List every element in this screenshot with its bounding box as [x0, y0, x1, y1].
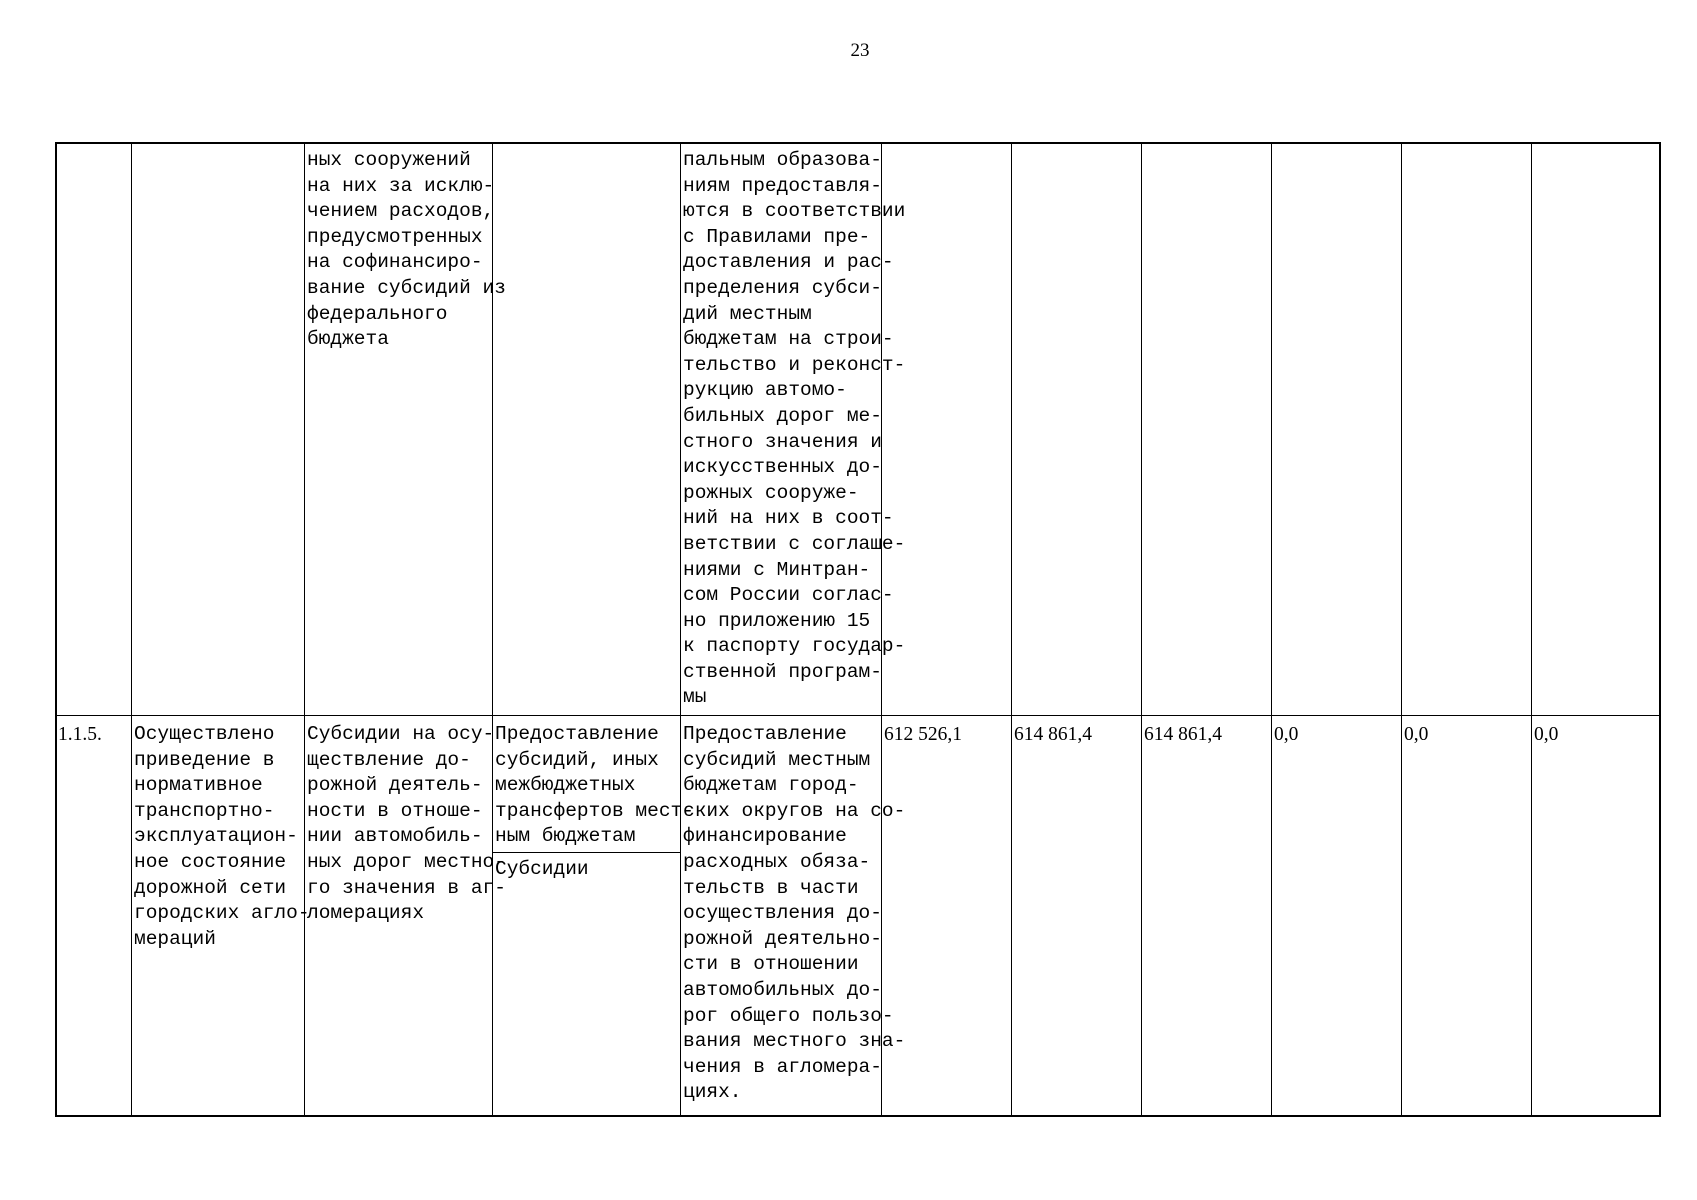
column-divider [1531, 142, 1532, 1117]
cell-continued-subsidy-text: ных сооружений на них за исклю- чением расходов, предусмотренных на софинансиро- вание субсидий из федерального бюджета [307, 149, 506, 351]
column-divider [1271, 142, 1272, 1117]
cell-description: Предоставление субсидий местным бюджетам город- ских округов на со- финансирование расходных обяза- тельств в части осуществления до- рожной деятельно- сти в отношении автомобильных до- рог общего пользо- вания местного зна- чения в агломера- циях. [683, 723, 906, 1104]
row-divider [55, 715, 1661, 716]
value-cell: 612 526,1 [884, 724, 962, 745]
column-divider [1401, 142, 1402, 1117]
subcell-divider [492, 852, 680, 853]
page-number: 23 [850, 40, 870, 61]
value-cell: 614 861,4 [1014, 724, 1092, 745]
cell-type-top: Предоставление субсидий, иных межбюджетных трансфертов мест- ным бюджетам [495, 723, 694, 848]
cell-type-bottom: Субсидии [495, 858, 589, 880]
row-number: 1.1.5. [58, 724, 102, 745]
value-cell: 0,0 [1404, 724, 1429, 745]
column-divider [1011, 142, 1012, 1117]
value-cell: 614 861,4 [1144, 724, 1222, 745]
column-divider [131, 142, 132, 1117]
value-cell: 0,0 [1274, 724, 1299, 745]
cell-continued-description-text: пальным образова- ниям предоставля- ются в соответствии с Правилами пре- доставления и рас- пределения субси- дий местным бюджетам на строи- тельство и реконст- рукцию автомо- бильных дорог ме- стного значения и искусственных до- рожных сооруже- ний на них в соот- ветствии с соглаше- ниями с Минтран- сом России соглас- но приложению 15 к паспорту государ- ственной програм- мы [683, 149, 906, 709]
value-cell: 0,0 [1534, 724, 1559, 745]
column-divider [680, 142, 681, 1117]
column-divider [1141, 142, 1142, 1117]
cell-subsidy: Субсидии на осу- ществление до- рожной деятель- ности в отноше- нии автомобиль- ных дорог местно- го значения в аг- ломерациях [307, 723, 506, 925]
cell-result: Осуществлено приведение в нормативное транспортно- эксплуатацион- ное состояние дорожной сети городских агло- мераций [134, 723, 310, 950]
column-divider [304, 142, 305, 1117]
